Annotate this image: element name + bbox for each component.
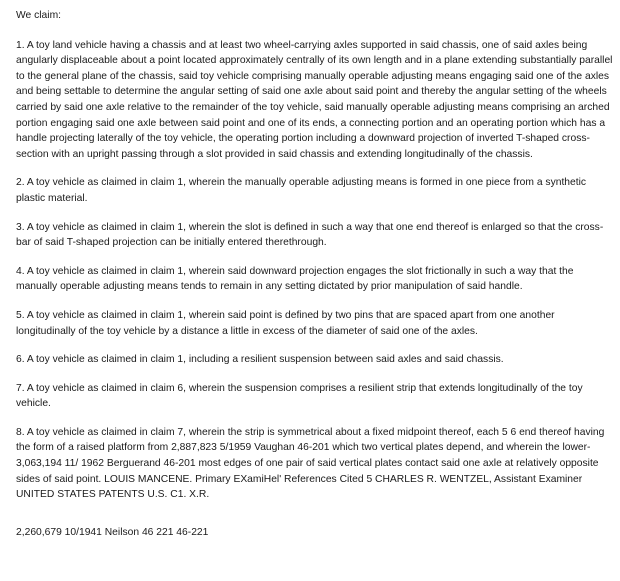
claim-6: 6. A toy vehicle as claimed in claim 1, including a resilient suspension between said axles and said chassis. <box>16 354 504 366</box>
claim-5: 5. A toy vehicle as claimed in claim 1, wherein said point is defined by two pins that are spaced apart from one another longitudinally of the toy vehicle by a distance a little in excess of the diameter of said one of the axles. <box>16 309 555 337</box>
claims-document <box>16 8 614 540</box>
claim-1: 1. A toy land vehicle having a chassis and at least two wheel-carrying axles supported in said chassis, one of said axles being angularly displaceable about a point located approximately centrally of its own length and in a plane extending substantially parallel to the general plane of the chassis, said toy vehicle comprising manually operable adjusting means engaging said one of the axles and being settable to determine the angular setting of said one axle about said point and thereby the angular setting of the wheels carried by said one axle relative to the remainder of the toy vehicle, said manually operable adjusting means comprising an arched portion engaging said one axle between said point and one of its ends, a connecting portion and an operating portion which has a handle projecting laterally of the toy vehicle, the operating portion including a downward projection of inverted T-shaped cross-section with an upright passing through a slot provided in said chassis and extending longitudinally of the chassis. <box>16 39 613 160</box>
reference-citation-line: 2,260,679 10/1941 Neilson 46 221 46-221 <box>16 526 209 538</box>
claim-2: 2. A toy vehicle as claimed in claim 1, wherein the manually operable adjusting means is formed in one piece from a synthetic plastic material. <box>16 177 587 204</box>
claims-heading: We claim: <box>16 10 62 21</box>
claim-4: 4. A toy vehicle as claimed in claim 1, wherein said downward projection engages the slot frictionally in such a way that the manually operable adjusting means tends to remain in any setting dictated by prior manipulation of said handle. <box>16 265 574 293</box>
claim-3: 3. A toy vehicle as claimed in claim 1, wherein the slot is defined in such a way that one end thereof is enlarged so that the cross-bar of said T-shaped projection can be initially entered therethrough. <box>16 221 604 249</box>
claim-7: 7. A toy vehicle as claimed in claim 6, wherein the suspension comprises a resilient strip that extends longitudinally of the toy vehicle. <box>16 382 583 410</box>
claim-8: 8. A toy vehicle as claimed in claim 7, wherein the strip is symmetrical about a fixed midpoint thereof, each 5 6 end thereof having the form of a raised platform from 2,887,823 5/1959 Vaughan 46-201 which two vertical plates depend, and wherein the lower- 3,063,194 11/ 1962 Berguerand 46-201 most edges of one pair of said vertical plates contact said one axle at relatively opposite sides of said point. LOUIS MANCENE. Primary EXamiHel' References Cited 5 CHARLES R. WENTZEL, Assistant Examiner UNITED STATES PATENTS U.S. C1. X.R. <box>16 426 605 501</box>
